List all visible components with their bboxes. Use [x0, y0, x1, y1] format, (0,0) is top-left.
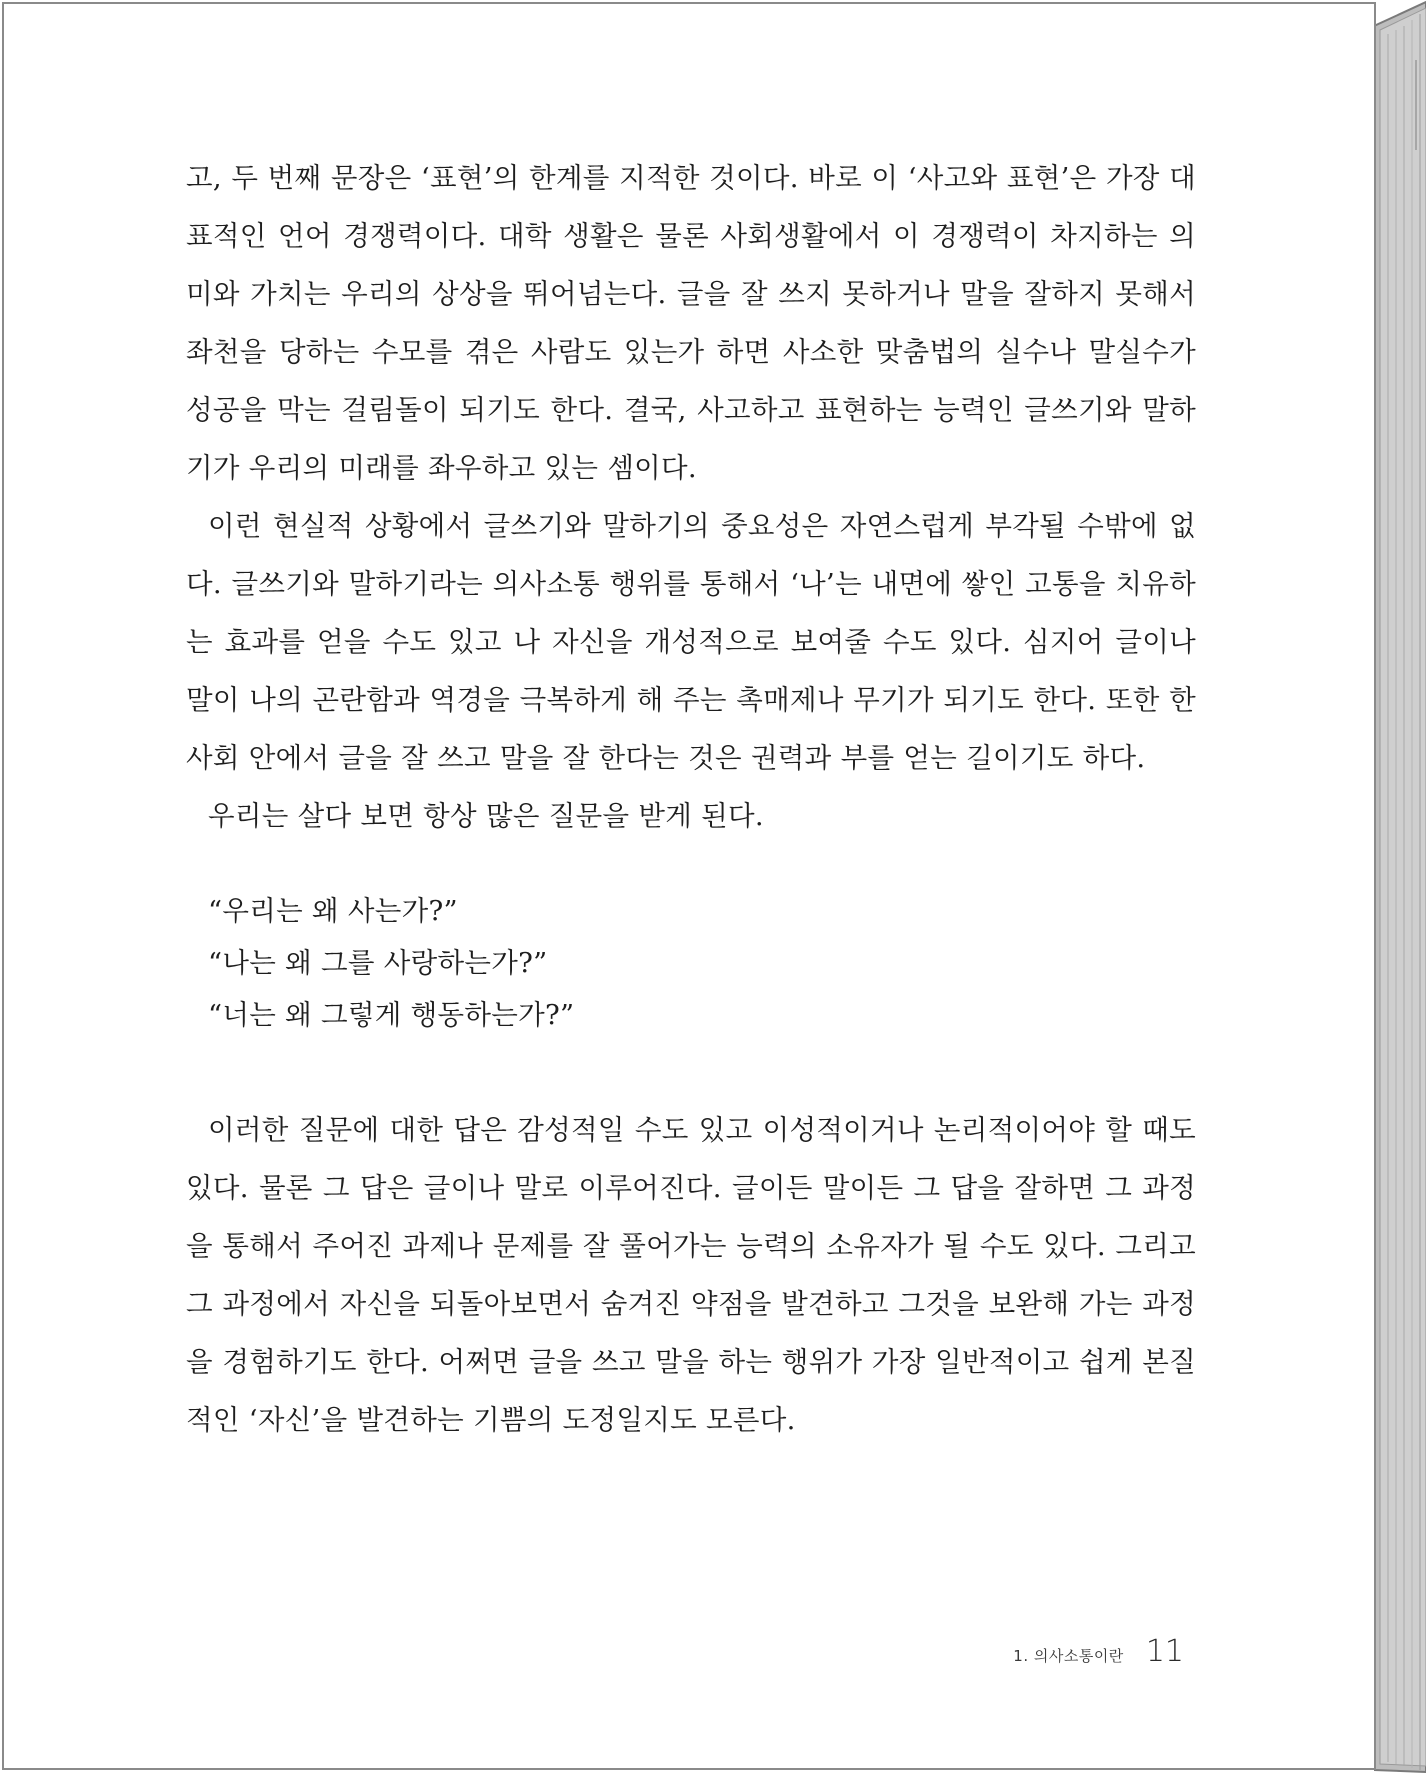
book-page-edges	[1374, 0, 1426, 1774]
book-edge-graphic	[1374, 0, 1426, 1774]
spacer	[186, 845, 1196, 885]
quote-line: “우리는 왜 사는가?”	[208, 895, 458, 927]
chapter-title: 1. 의사소통이란	[1013, 1647, 1124, 1665]
page-footer	[1013, 1634, 1184, 1669]
spacer	[186, 1041, 1196, 1101]
quote-line: “너는 왜 그렇게 행동하는가?”	[208, 999, 575, 1031]
paragraph-2: 이런 현실적 상황에서 글쓰기와 말하기의 중요성은 자연스럽게 부각될 수밖에 없다. 글쓰기와 말하기라는 의사소통 행위를 통해서 ‘나’는 내면에 쌓인 고통을 치유하는 효과를 얻을 수도 있고 나 자신을 개성적으로 보여줄 수도 있다. 심지어 글이나 말이 나의 곤란함과 역경을 극복하게 해 주는 촉매제나 무기가 되기도 한다. 또한 한 사회 안에서 글을 잘 쓰고 말을 잘 한다는 것은 권력과 부를 얻는 길이기도 하다.	[186, 510, 1196, 774]
page-number: 11	[1145, 1634, 1184, 1669]
closing-paragraph: 이러한 질문에 대한 답은 감성적일 수도 있고 이성적이거나 논리적이어야 할 때도 있다. 물론 그 답은 글이나 말로 이루어진다. 글이든 말이든 그 답을 잘하면 그 과정을 통해서 주어진 과제나 문제를 잘 풀어가는 능력의 소유자가 될 수도 있다. 그리고 그 과정에서 자신을 되돌아보면서 숨겨진 약점을 발견하고 그것을 보완해 가는 과정을 경험하기도 한다. 어쩌면 글을 쓰고 말을 하는 행위가 가장 일반적이고 쉽게 본질적인 ‘자신’을 발견하는 기쁨의 도정일지도 모른다.	[186, 1114, 1196, 1436]
paragraph-3: 우리는 살다 보면 항상 많은 질문을 받게 된다.	[208, 800, 764, 832]
quote-line: “나는 왜 그를 사랑하는가?”	[208, 947, 548, 979]
page-body	[186, 149, 1196, 1449]
book-page	[2, 2, 1376, 1770]
paragraph-1: 고, 두 번째 문장은 ‘표현’의 한계를 지적한 것이다. 바로 이 ‘사고와 표현’은 가장 대표적인 언어 경쟁력이다. 대학 생활은 물론 사회생활에서 이 경쟁력이 차지하는 의미와 가치는 우리의 상상을 뛰어넘는다. 글을 잘 쓰지 못하거나 말을 잘하지 못해서 좌천을 당하는 수모를 겪은 사람도 있는가 하면 사소한 맞춤법의 실수나 말실수가 성공을 막는 걸림돌이 되기도 한다. 결국, 사고하고 표현하는 능력인 글쓰기와 말하기가 우리의 미래를 좌우하고 있는 셈이다.	[186, 162, 1196, 484]
